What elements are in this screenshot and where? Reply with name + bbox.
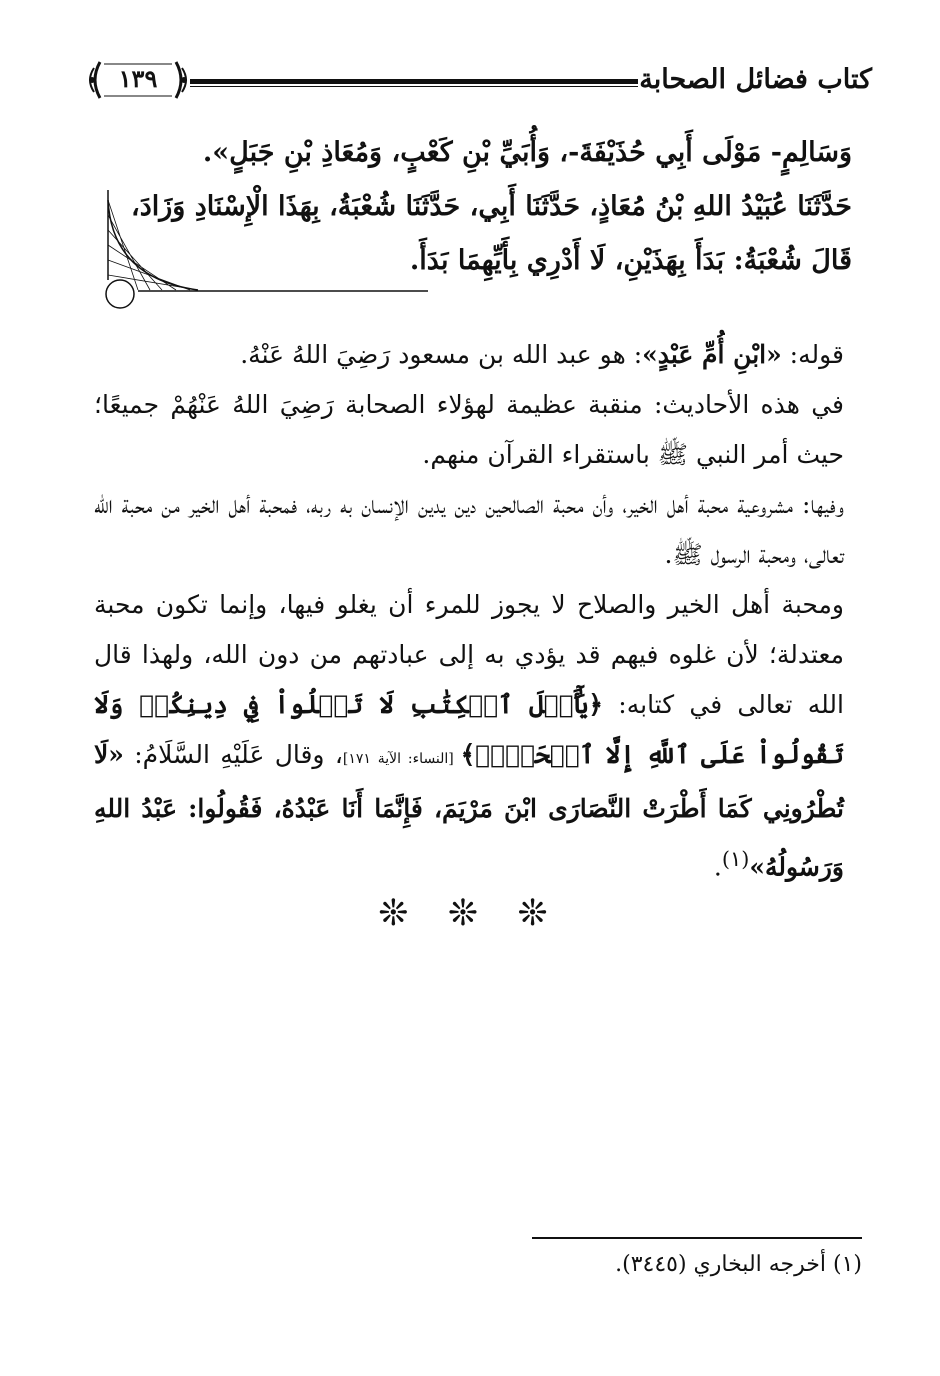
p3-text: وفيها: مشروعية محبة أهل الخير، وأن محبة الصالحين دين يدين الإنسان به ربه، فمحبة أهل الخير من محبة الله تعالى، ومحبة الرسول ﷺ.: [94, 490, 844, 569]
paragraph-4: [94, 580, 844, 892]
hadith-line-1: وَسَالِمٍ- مَوْلَى أَبِي حُذَيْفَةَ-، وَأُبَيِّ بْنِ كَعْبٍ، وَمُعَاذِ بْنِ جَبَلٍ».: [202, 137, 852, 168]
paragraph-1: [94, 330, 844, 380]
footnote-rule: [532, 1237, 862, 1239]
p1-rest: : هو عبد الله بن مسعود رَضِيَ اللهُ عَنْهُ.: [240, 340, 643, 369]
p2-text: في هذه الأحاديث: منقبة عظيمة لهؤلاء الصحابة رَضِيَ اللهُ عَنْهُمْ جميعًا؛ حيث أمر النبي ﷺ باستقراء القرآن منهم.: [94, 390, 844, 469]
p4-verse-ref: [النساء: الآية ١٧١]: [342, 751, 461, 767]
p4-hadith: «لَا تُطْرُونِي كَمَا أَطْرَتْ النَّصَارَى ابْنَ مَرْيَمَ، فَإِنَّمَا أَنَا عَبْدُهُ، فَقُولُوا: عَبْدُ اللهِ وَرَسُولُهُ»: [94, 740, 844, 882]
page-number-frame: [86, 58, 190, 102]
paragraph-3: [94, 480, 844, 580]
hadith-line-2: حَدَّثَنَا عُبَيْدُ اللهِ بْنُ مُعَاذٍ، حَدَّثَنَا أَبِي، حَدَّثَنَا شُعْبَةُ، بِهَذَا الْإِسْنَادِ وَزَادَ،: [131, 191, 852, 222]
header-rule: [190, 79, 638, 84]
footnote: (١) أخرجه البخاري (٣٤٤٥).: [615, 1252, 862, 1277]
p4-text-a: ومحبة أهل الخير والصلاح لا يجوز للمرء أن يغلو فيها، وإنما تكون محبة معتدلة؛ لأن غلوه فيهم قد يؤدي به إلى عبادتهم من دون الله، ولهذا قال الله تعالى في كتابه:: [94, 590, 844, 719]
footnote-marker: (١): [721, 847, 750, 871]
p1-quote: «ابْنِ أُمِّ عَبْدٍ»: [642, 340, 782, 369]
hadith-line-3: قَالَ شُعْبَةُ: بَدَأَ بِهَذَيْنِ، لَا أَدْرِي بِأَيِّهِمَا بَدَأَ.: [409, 245, 852, 276]
p1-prefix: قوله:: [781, 340, 844, 369]
section-divider: ❊ ❊ ❊: [378, 893, 562, 934]
p4-verse: ﴿يَٰٓأَهۡلَ ٱلۡكِتَٰبِ لَا تَغۡلُواْ فِي دِينِكُمۡ وَلَا تَقُولُواْ عَلَى ٱللَّهِ إِلَّا ٱلۡحَقَّۚ﴾: [94, 690, 844, 769]
p4-text-b: ، وقال عَلَيْهِ السَّلَامُ:: [123, 740, 343, 769]
book-title: كتاب فضائل الصحابة: [639, 64, 872, 95]
corner-ornament-icon: [98, 190, 438, 320]
paragraph-2: [94, 380, 844, 480]
page-number: ١٣٩: [118, 64, 158, 93]
p4-end: .: [713, 852, 722, 882]
header-rule-thin: [190, 86, 638, 87]
